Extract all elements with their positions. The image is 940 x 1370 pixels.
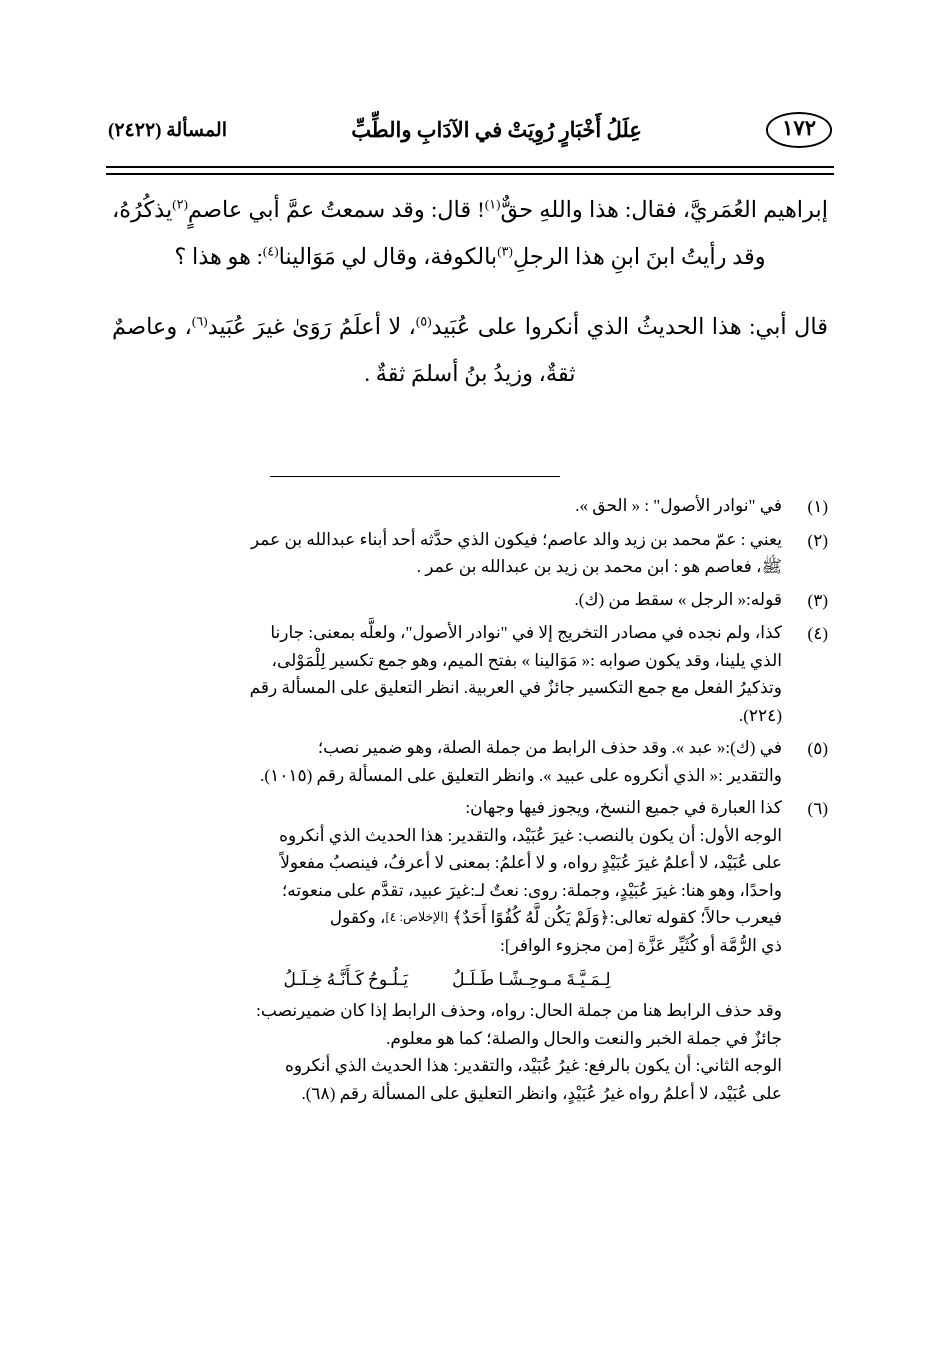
- footnote-item: [112, 619, 828, 729]
- quran-source: [الإخلاص: ٤]: [385, 910, 449, 925]
- footnote-ref-4: (٤): [262, 243, 279, 259]
- footnote-ref-1: (١): [484, 196, 501, 212]
- footnote-line: على عُبَيْد، لا أعلمُ رواه غيرُ عُبَيْدٍ، وانظر التعليق على المسألة رقم (٦٨).: [301, 1083, 782, 1103]
- paragraph-two: [112, 303, 828, 398]
- footnote-line: كذا العبارة في جميع النسخ، ويجوز فيها وجهان:: [465, 798, 782, 818]
- footnote-line: (٢٢٤).: [739, 705, 782, 725]
- paragraph-one-part4: بالكوفة، وقال لي مَوَالينا: [278, 244, 498, 270]
- footnote-item: [112, 794, 828, 1107]
- paragraph-one-part5: : هو هذا ؟: [174, 244, 263, 270]
- paragraph-two-part2: ، لا أعلَمُ رَوَىٰ غيرَ عُبَيد: [207, 313, 416, 339]
- footnote-line: يعني : عمّ محمد بن زيد والد عاصم؛ فيكون الذي حدَّثه أحد أبناء عبدالله بن عمر: [250, 529, 782, 549]
- footnote-body: [112, 526, 782, 581]
- verse-hemistich-second: يَـلُـوحُ كَـأَنَّـهُ خِـلَـلُ: [283, 969, 409, 989]
- footnote-item: [112, 492, 828, 521]
- paragraph-one-part2: ! قال: وقد سمعتُ عمَّ أبي عاصمٍ: [187, 197, 485, 222]
- footnote-ref-3: (٣): [497, 243, 513, 259]
- footnote-marker: (٢): [807, 530, 828, 550]
- footnote-marker: (٦): [807, 799, 828, 819]
- footnote-marker: (٣): [807, 590, 828, 610]
- footnote-marker: (١): [807, 497, 828, 516]
- page-number: ١٧٢: [766, 112, 832, 147]
- footnote-line: جائزٌ في جملة الخبر والنعت والحال والصلة؛ كما هو معلوم.: [386, 1028, 782, 1048]
- footnote-line: وقد حذف الرابط هنا من جملة الحال: رواه، وحذف الرابط إذا كان ضميرنصب:: [256, 1001, 782, 1021]
- footnote-line: والتقدير :« الذي أنكروه على عبيد ». وانظر التعليق على المسألة رقم (١٠١٥).: [260, 765, 782, 785]
- footnote-separator: [270, 476, 560, 477]
- paragraph-two-part3: ، وعاصمٌ ثقةٌ، وزيدُ بنُ أسلمَ ثقةٌ .: [112, 313, 576, 386]
- footnote-line: على عُبَيْد، لا أعلمُ غيرَ عُبَيْدٍ رواه، و لا أعلمُ: بمعنى لا أعرفُ، فينصبُ مفعولاً: [280, 853, 782, 873]
- footnote-body: [112, 619, 782, 729]
- paragraph-one: [112, 186, 828, 281]
- footnote-marker: (٥): [807, 739, 828, 759]
- footnote-line: فيعرب حالاً؛ كقوله تعالى:﴿وَلَمْ يَكُن لَّهُ كُفُوًا أَحَدٌ﴾ [الإخلاص: ٤]، وكقول: [329, 908, 782, 928]
- verse-line: [112, 966, 782, 994]
- footnotes-section: [112, 492, 828, 1112]
- footnote-ref-6: (٦): [191, 313, 208, 328]
- footnote-item: [112, 734, 828, 789]
- sallallahu-icon: ﷺ: [761, 557, 782, 577]
- footnote-line: في "نوادر الأصول" : « الحق ».: [575, 496, 782, 515]
- header-reference: المسألة (٢٤٢٢): [108, 119, 227, 141]
- footnote-body: [112, 734, 782, 789]
- header-divider: [106, 166, 834, 175]
- main-text: [112, 186, 828, 419]
- paragraph-one-part3: يذكُرُهُ، وقد رأيتُ ابنَ ابنِ هذا الرجلِ: [112, 197, 766, 270]
- footnote-item: [112, 526, 828, 581]
- paragraph-one-part1: إبراهيم العُمَريَّ، فقال: هذا واللهِ حقٌّ: [500, 197, 828, 222]
- footnote-line: واحدًا، وهو هنا: غيرَ عُبَيْدٍ، وجملة: روى: نعتٌ لـ:غيرَ عبيد، تقدَّم على منعوته؛: [281, 880, 782, 900]
- footnote-line: الوجه الأول: أن يكون بالنصب: غيرَ عُبَيْد، والتقدير: هذا الحديث الذي أنكروه: [279, 825, 782, 845]
- footnote-ref-2: (٢): [172, 196, 188, 212]
- paragraph-two-part1: قال أبي: هذا الحديثُ الذي أنكروا على عُبَيد: [431, 313, 828, 339]
- footnote-line: الذي يلينا، وقد يكون صوابه :« مَوَالينا » بفتح الميم، وهو جمع تكسير لِلْمَوْلى،: [271, 650, 782, 670]
- footnote-line: في (ك):« عبد ». وقد حذف الرابط من جملة الصلة، وهو ضمير نصب؛: [317, 738, 782, 758]
- footnote-body: [112, 492, 782, 520]
- page-header: [108, 104, 832, 156]
- quran-quote: ﴿وَلَمْ يَكُن لَّهُ كُفُوًا أَحَدٌ﴾: [452, 908, 610, 928]
- footnote-line: كذا، ولم نجده في مصادر التخريج إلا في "نوادر الأصول"، ولعلَّه بمعنى: جارنا: [270, 623, 782, 643]
- footnote-marker: (٤): [807, 624, 828, 644]
- page-title: عِلَلُ أَخْبَارٍ رُوِيَتْ في الآدَابِ والطِّبِّ: [351, 117, 642, 142]
- footnote-line: ذي الرُّمَّة أو كُثَيِّر عَزَّة [من مجزوء الوافر]:: [500, 935, 782, 955]
- footnote-body: [112, 586, 782, 614]
- footnote-line: وتذكيرُ الفعل مع جمع التكسير جائزٌ في العربية. انظر التعليق على المسألة رقم: [249, 678, 782, 698]
- footnote-item: [112, 586, 828, 615]
- footnote-line: قوله:« الرجل » سقط من (ك).: [574, 589, 782, 609]
- verse-hemistich-first: لِـمَـيَّـةَ مـوحِـشًـا طَـلَـلُ: [452, 969, 611, 989]
- footnote-body: [112, 794, 782, 1107]
- footnote-line: الوجه الثاني: أن يكون بالرفع: غيرُ عُبَيْد، والتقدير: هذا الحديث الذي أنكروه: [285, 1056, 782, 1076]
- footnote-ref-5: (٥): [415, 313, 432, 328]
- footnote-line: ﷺ، فعاصم هو : ابن محمد بن زيد بن عبدالله بن عمر .: [416, 557, 782, 577]
